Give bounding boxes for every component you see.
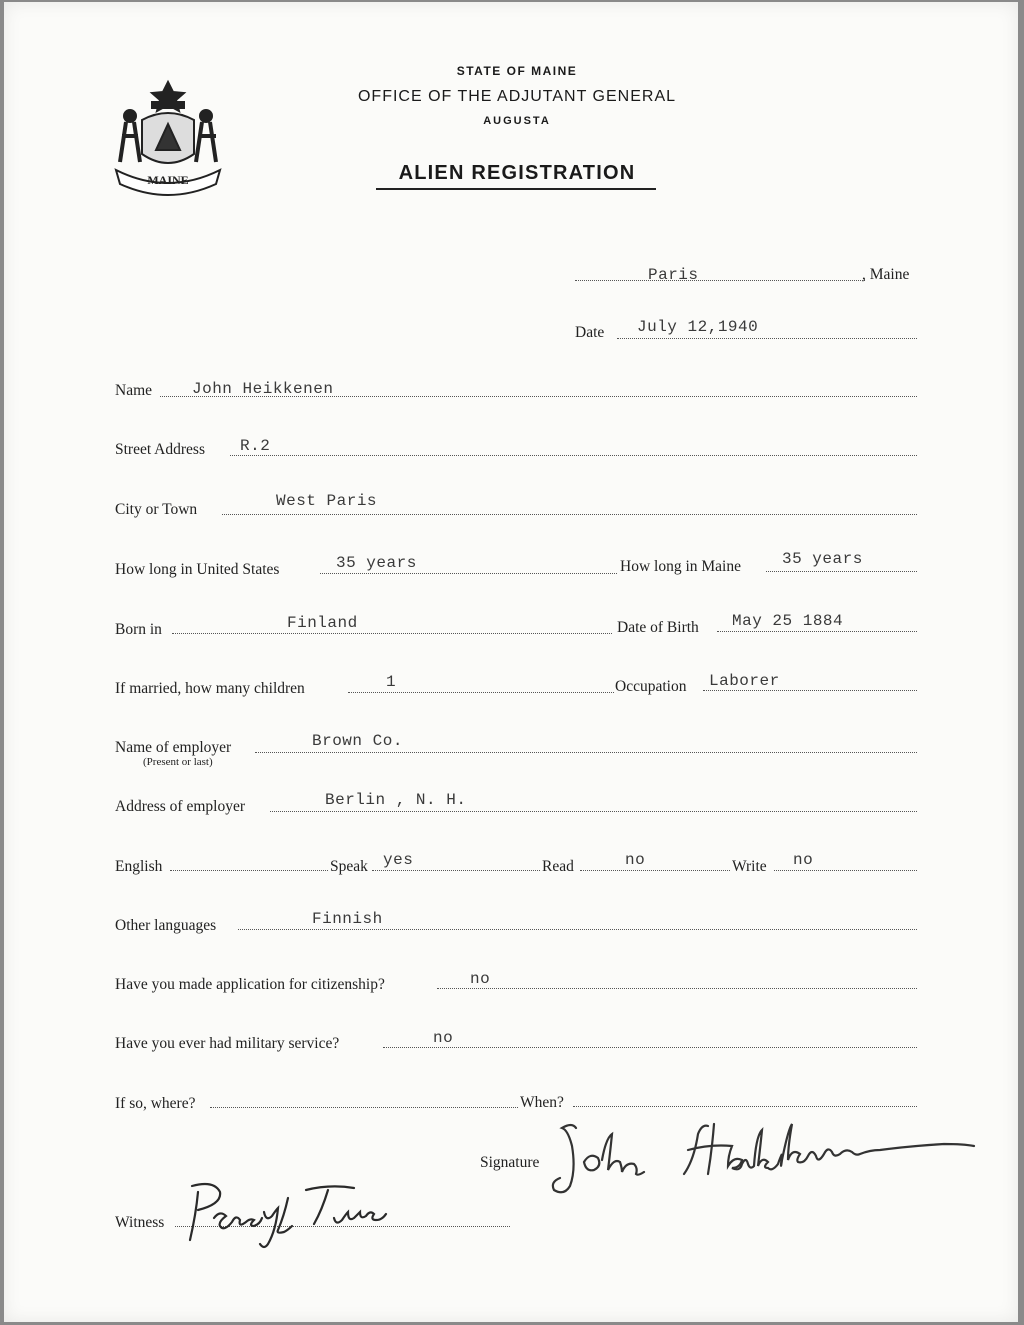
speak-line — [372, 870, 540, 871]
place-suffix: , Maine — [862, 266, 910, 283]
other-languages-value[interactable]: Finnish — [312, 910, 383, 928]
employer-line — [255, 752, 917, 753]
employer-value[interactable]: Brown Co. — [312, 732, 403, 750]
city-value[interactable]: West Paris — [276, 492, 378, 510]
employer-label: Name of employer — [115, 739, 232, 756]
dob-label: Date of Birth — [617, 619, 699, 636]
english-label: English — [115, 858, 163, 875]
how-long-maine-line — [766, 571, 917, 572]
city-line — [222, 514, 917, 515]
speak-value[interactable]: yes — [383, 851, 414, 869]
dob-line — [717, 631, 917, 632]
signature-label: Signature — [480, 1154, 540, 1171]
employer-sublabel: (Present or last) — [143, 756, 213, 768]
place-value[interactable]: Paris — [648, 266, 699, 284]
date-label: Date — [575, 324, 605, 341]
read-label: Read — [542, 858, 574, 875]
employer-address-line — [270, 811, 917, 812]
witness-label: Witness — [115, 1214, 165, 1231]
header-state: STATE OF MAINE — [456, 64, 578, 78]
employer-address-label: Address of employer — [115, 798, 245, 815]
military-line — [383, 1047, 917, 1048]
header-city: AUGUSTA — [483, 115, 551, 127]
occupation-line — [703, 690, 917, 691]
when-line — [573, 1106, 917, 1107]
name-label: Name — [115, 382, 153, 399]
speak-label: Speak — [330, 858, 368, 875]
place-line — [575, 280, 865, 281]
employer-address-value[interactable]: Berlin , N. H. — [325, 791, 467, 809]
street-value[interactable]: R.2 — [240, 437, 271, 455]
citizenship-value[interactable]: no — [470, 970, 491, 988]
witness-signature-handwriting[interactable] — [178, 1176, 408, 1252]
military-label: Have you ever had military service? — [115, 1035, 340, 1052]
write-label: Write — [732, 858, 767, 875]
how-long-us-value[interactable]: 35 years — [336, 554, 417, 572]
how-long-us-line — [320, 573, 617, 574]
how-long-maine-label: How long in Maine — [620, 558, 741, 575]
date-line — [617, 338, 917, 339]
city-label: City or Town — [115, 501, 198, 518]
citizenship-label: Have you made application for citizenship? — [115, 976, 385, 993]
how-long-maine-value[interactable]: 35 years — [782, 550, 863, 568]
write-value[interactable]: no — [793, 851, 814, 869]
name-value[interactable]: John Heikkenen — [192, 380, 334, 398]
street-line — [230, 455, 917, 456]
form-title: ALIEN REGISTRATION — [398, 162, 636, 184]
children-line — [348, 692, 614, 693]
children-label: If married, how many children — [115, 680, 305, 697]
read-line — [580, 870, 730, 871]
street-label: Street Address — [115, 441, 205, 458]
header-office: OFFICE OF THE ADJUTANT GENERAL — [357, 88, 677, 105]
born-in-label: Born in — [115, 621, 162, 638]
seal-banner-text: MAINE — [147, 173, 189, 187]
other-languages-label: Other languages — [115, 917, 217, 934]
signature-handwriting[interactable] — [548, 1116, 1000, 1196]
where-label: If so, where? — [115, 1095, 196, 1112]
how-long-us-label: How long in United States — [115, 561, 280, 578]
military-value[interactable]: no — [433, 1029, 454, 1047]
born-in-value[interactable]: Finland — [287, 614, 358, 632]
citizenship-line — [437, 988, 917, 989]
date-value[interactable]: July 12,1940 — [637, 318, 759, 336]
dob-value[interactable]: May 25 1884 — [732, 612, 844, 630]
occupation-value[interactable]: Laborer — [709, 672, 780, 690]
write-line — [774, 870, 917, 871]
where-line — [210, 1107, 518, 1108]
title-underline — [376, 188, 656, 190]
read-value[interactable]: no — [625, 851, 646, 869]
other-languages-line — [238, 929, 917, 930]
children-value[interactable]: 1 — [386, 673, 397, 691]
occupation-label: Occupation — [615, 678, 687, 695]
born-in-line — [172, 633, 612, 634]
when-label: When? — [520, 1094, 564, 1111]
english-line — [170, 870, 328, 871]
